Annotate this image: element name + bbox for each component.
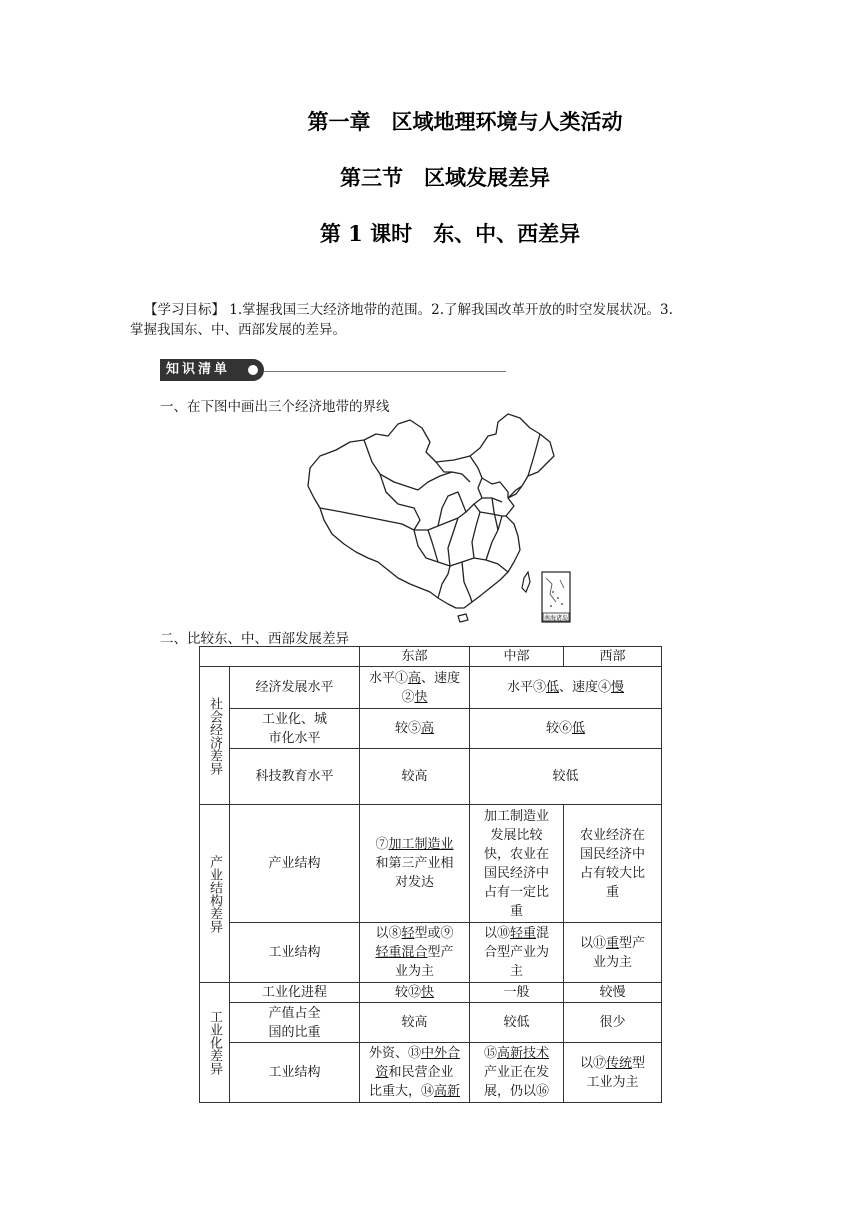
badge-label: 知识清单 [166,362,231,377]
row-label: 产业结构 [230,805,360,923]
cell-west: 较慢 [564,983,662,1003]
table-row [200,923,662,983]
row-label: 产值占全 国的比重 [230,1003,360,1043]
cell-central: 以⑩轻重混 合型产业为 主 [470,923,564,983]
cell-central-west: 水平③低、速度④慢 [470,667,662,709]
cell-west: 很少 [564,1003,662,1043]
cell-central-west: 较低 [470,749,662,805]
group-industrialization: 工业化差异 [200,983,230,1103]
header-east: 东部 [360,647,470,667]
objectives-label: 【学习目标】 [144,302,225,318]
hainan-island [458,614,468,622]
table-row [200,709,662,749]
cell-east: 较⑫快 [360,983,470,1003]
cell-east: 以⑧轻型或⑨ 轻重混合型产 业为主 [360,923,470,983]
cell-central: 较低 [470,1003,564,1043]
table-row [200,1043,662,1103]
cell-central: ⑮高新技术 产业正在发 展，仍以⑯ [470,1043,564,1103]
table-row [200,805,662,923]
map-outline [308,414,554,608]
row-label: 工业化进程 [230,983,360,1003]
header-rule [264,371,506,372]
province-border-mid-b [472,504,480,558]
knowledge-list-badge [160,359,264,381]
province-border-gansu [418,472,470,490]
taiwan-island [522,572,530,592]
group-social: 社会经济差异 [200,667,230,805]
section-2-heading: 二、比较东、中、西部发展差异 [160,631,349,647]
lesson-title: 第 1 课时 东、中、西差异 [319,221,581,246]
table-row [200,983,662,1003]
table-row [200,1003,662,1043]
row-label: 经济发展水平 [230,667,360,709]
table-header-row [200,647,662,667]
objectives-line-2: 掌握我国东、中、西部发展的差异。 [130,322,346,338]
comparison-table [199,646,662,1103]
province-border-tibet [320,508,414,530]
cell-central: 一般 [470,983,564,1003]
south-sea-inset [542,572,570,622]
dot-icon [248,365,258,375]
table-row [200,667,662,709]
province-border-guangxi [438,562,472,602]
cell-west: 以⑪重型产 业为主 [564,923,662,983]
cell-east: 较高 [360,749,470,805]
inset-label: 南海诸岛 [543,615,569,622]
learning-objectives [130,300,734,340]
cell-east: 较高 [360,1003,470,1043]
province-border-qinghai [380,474,420,530]
group-industry-structure: 产业结构差异 [200,805,230,983]
chapter-title: 第一章 区域地理环境与人类活动 [307,109,623,134]
table-row [200,749,662,805]
province-border-mid-a [448,518,458,566]
section-title: 第三节 区域发展差异 [340,165,550,190]
knowledge-list-header [160,359,506,383]
province-border-northeast [508,434,540,498]
header-west: 西部 [564,647,662,667]
province-border-south [414,530,508,572]
cell-east: 较⑤高 [360,709,470,749]
province-border-hebei [478,478,482,498]
row-label: 科技教育水平 [230,749,360,805]
province-border-west [364,440,418,490]
china-map [302,412,572,626]
objectives-line-1: 1.掌握我国三大经济地带的范围。2.了解我国改革开放的时空发展状况。3. [229,302,673,318]
cell-east: 水平①高、速度 ②快 [360,667,470,709]
section-1-heading: 一、在下图中画出三个经济地带的界线 [160,399,390,415]
cell-west: 农业经济在 国民经济中 占有较大比 重 [564,805,662,923]
province-border-inner [436,456,508,498]
cell-west: 以⑰传统型 工业为主 [564,1043,662,1103]
row-label: 工业化、城 市化水平 [230,709,360,749]
header-empty [200,647,360,667]
cell-east: ⑦加工制造业 和第三产业相 对发达 [360,805,470,923]
header-central: 中部 [470,647,564,667]
cell-central: 加工制造业 发展比较 快，农业在 国民经济中 占有一定比 重 [470,805,564,923]
cell-central-west: 较⑥低 [470,709,662,749]
row-label: 工业结构 [230,923,360,983]
cell-east: 外资、⑬中外合 资和民营企业 比重大，⑭高新 [360,1043,470,1103]
row-label: 工业结构 [230,1043,360,1103]
province-border-sichuan [428,492,466,562]
